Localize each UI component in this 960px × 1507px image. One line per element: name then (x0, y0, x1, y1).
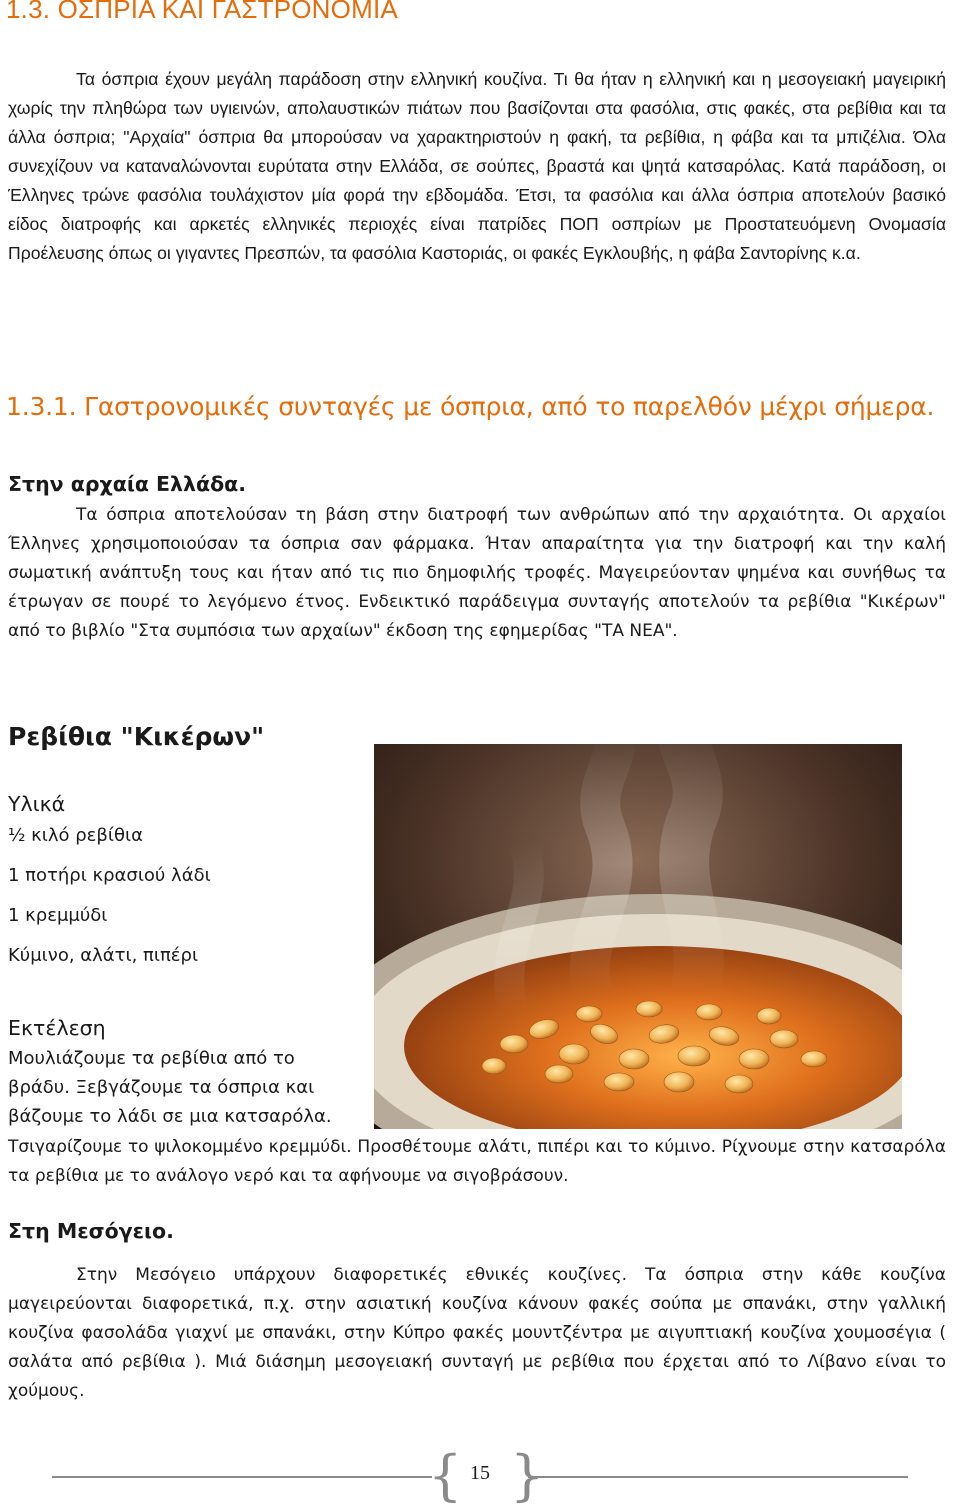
mediterranean-text: Στην Μεσόγειο υπάρχουν διαφορετικές εθνικές κουζίνες. Τα όσπρια στην κάθε κουζίνα μαγειρεύονται διαφορετικά, π.χ. στην ασιατική κουζίνα κάνουν φακές σούπα με σπανάκι, στην γαλλική κουζίνα φασολάδα γιαχνί με σπανάκι, στην Κύπρο φακές μουντζέντρα με αιγυπτιακή κουζίνα χουμοσέγια ( σαλάτα από ρεβίθια ). Μιά διάσημη μεσογειακή συνταγή με ρεβίθια που έρχεται από το Λίβανο είναι το χούμους. (8, 1265, 946, 1401)
mediterranean-paragraph (8, 1261, 946, 1406)
bowl-of-stewed-beans-photo (374, 744, 902, 1129)
right-brace-ornament: } (510, 1444, 545, 1507)
recipe-title: Ρεβίθια "Κικέρων" (8, 722, 265, 751)
method-heading: Εκτέλεση (8, 1016, 106, 1040)
page-number: 15 (470, 1462, 490, 1484)
footer-rule-left (52, 1476, 432, 1478)
method-line-2: βράδυ. Ξεβγάζουμε τα όσπρια και (8, 1077, 315, 1098)
ingredient-4: Κύμινο, αλάτι, πιπέρι (8, 945, 199, 966)
footer-rule-right (528, 1476, 908, 1478)
ancient-text: Τα όσπρια αποτελούσαν τη βάση στην διατροφή των ανθρώπων από την αρχαιότητα. Οι αρχαίοι Έλληνες χρησιμοποιούσαν τα όσπρια σαν φάρμακα. Ήταν απαραίτητα για την διατροφή και την καλή σωματική ανάπτυξη τους και ήταν από τις πιο δημοφιλής τροφές. Μαγειρεύονταν ψημένα και συνήθως τα έτρωγαν σε πουρέ το λεγόμενο έτνος. Ενδεικτικό παράδειγμα συνταγής αποτελούν τα ρεβίθια "Κικέρων" από το βιβλίο "Στα συμπόσια των αρχαίων" έκδοση της εφημερίδας "ΤΑ ΝΕΑ". (8, 505, 946, 641)
intro-text: Τα όσπρια έχουν μεγάλη παράδοση στην ελληνική κουζίνα. Τι θα ήταν η ελληνική και η μεσογειακή μαγειρική χωρίς την πληθώρα των υγιεινών, απολαυστικών πιάτων που βασίζονται στα φασόλια, στις φακές, στα ρεβίθια και τα άλλα όσπρια; "Αρχαία" όσπρια θα μπορούσαν να χαρακτηριστούν η φακή, τα ρεβίθια, η φάβα και τα μπιζέλια. Όλα συνεχίζουν να καταναλώνονται ευρύτατα στην Ελλάδα, σε σούπες, βραστά και ψητά κατσαρόλας. Κατά παράδοση, οι Έλληνες τρώνε φασόλια τουλάχιστον μία φορά την εβδομάδα. Έτσι, τα φασόλια και άλλα όσπρια αποτελούν βασικό είδος διατροφής και αρκετές ελληνικές περιοχές είναι πατρίδες ΠΟΠ οσπρίων με Προστατευόμενη Ονομασία Προέλευσης όπως οι γιγαντες Πρεσπών, τα φασόλια Καστοριάς, οι φακές Εγκλουβής, η φάβα Σαντορίνης κ.α. (8, 69, 946, 263)
section-title: 1.3. ΟΣΠΡΙΑ ΚΑΙ ΓΑΣΤΡΟΝΟΜΙΑ (6, 0, 398, 24)
ingredient-3: 1 κρεμμύδι (8, 905, 108, 926)
method-line-3: βάζουμε το λάδι σε μια κατσαρόλα. (8, 1106, 332, 1127)
subsection-title: 1.3.1. Γαστρονομικές συνταγές με όσπρια, από το παρελθόν μέχρι σήμερα. (6, 392, 935, 421)
intro-paragraph (8, 65, 946, 268)
ingredient-2: 1 ποτήρι κρασιού λάδι (8, 865, 211, 886)
method-rest: Τσιγαρίζουμε το ψιλοκομμένο κρεμμύδι. Προσθέτουμε αλάτι, πιπέρι και το κύμινο. Ρίχνουμε στην κατσαρόλα τα ρεβίθια με το ανάλογο νερό και τα αφήνουμε να σιγοβράσουν. (8, 1137, 946, 1186)
ingredient-1: ½ κιλό ρεβίθια (8, 825, 143, 846)
ancient-heading: Στην αρχαία Ελλάδα. (8, 472, 247, 496)
left-brace-ornament: { (428, 1444, 463, 1507)
method-line-1: Μουλιάζουμε τα ρεβίθια από το (8, 1048, 295, 1069)
ingredients-heading: Υλικά (8, 792, 66, 816)
ancient-paragraph (8, 501, 946, 646)
mediterranean-heading: Στη Μεσόγειο. (8, 1219, 174, 1243)
